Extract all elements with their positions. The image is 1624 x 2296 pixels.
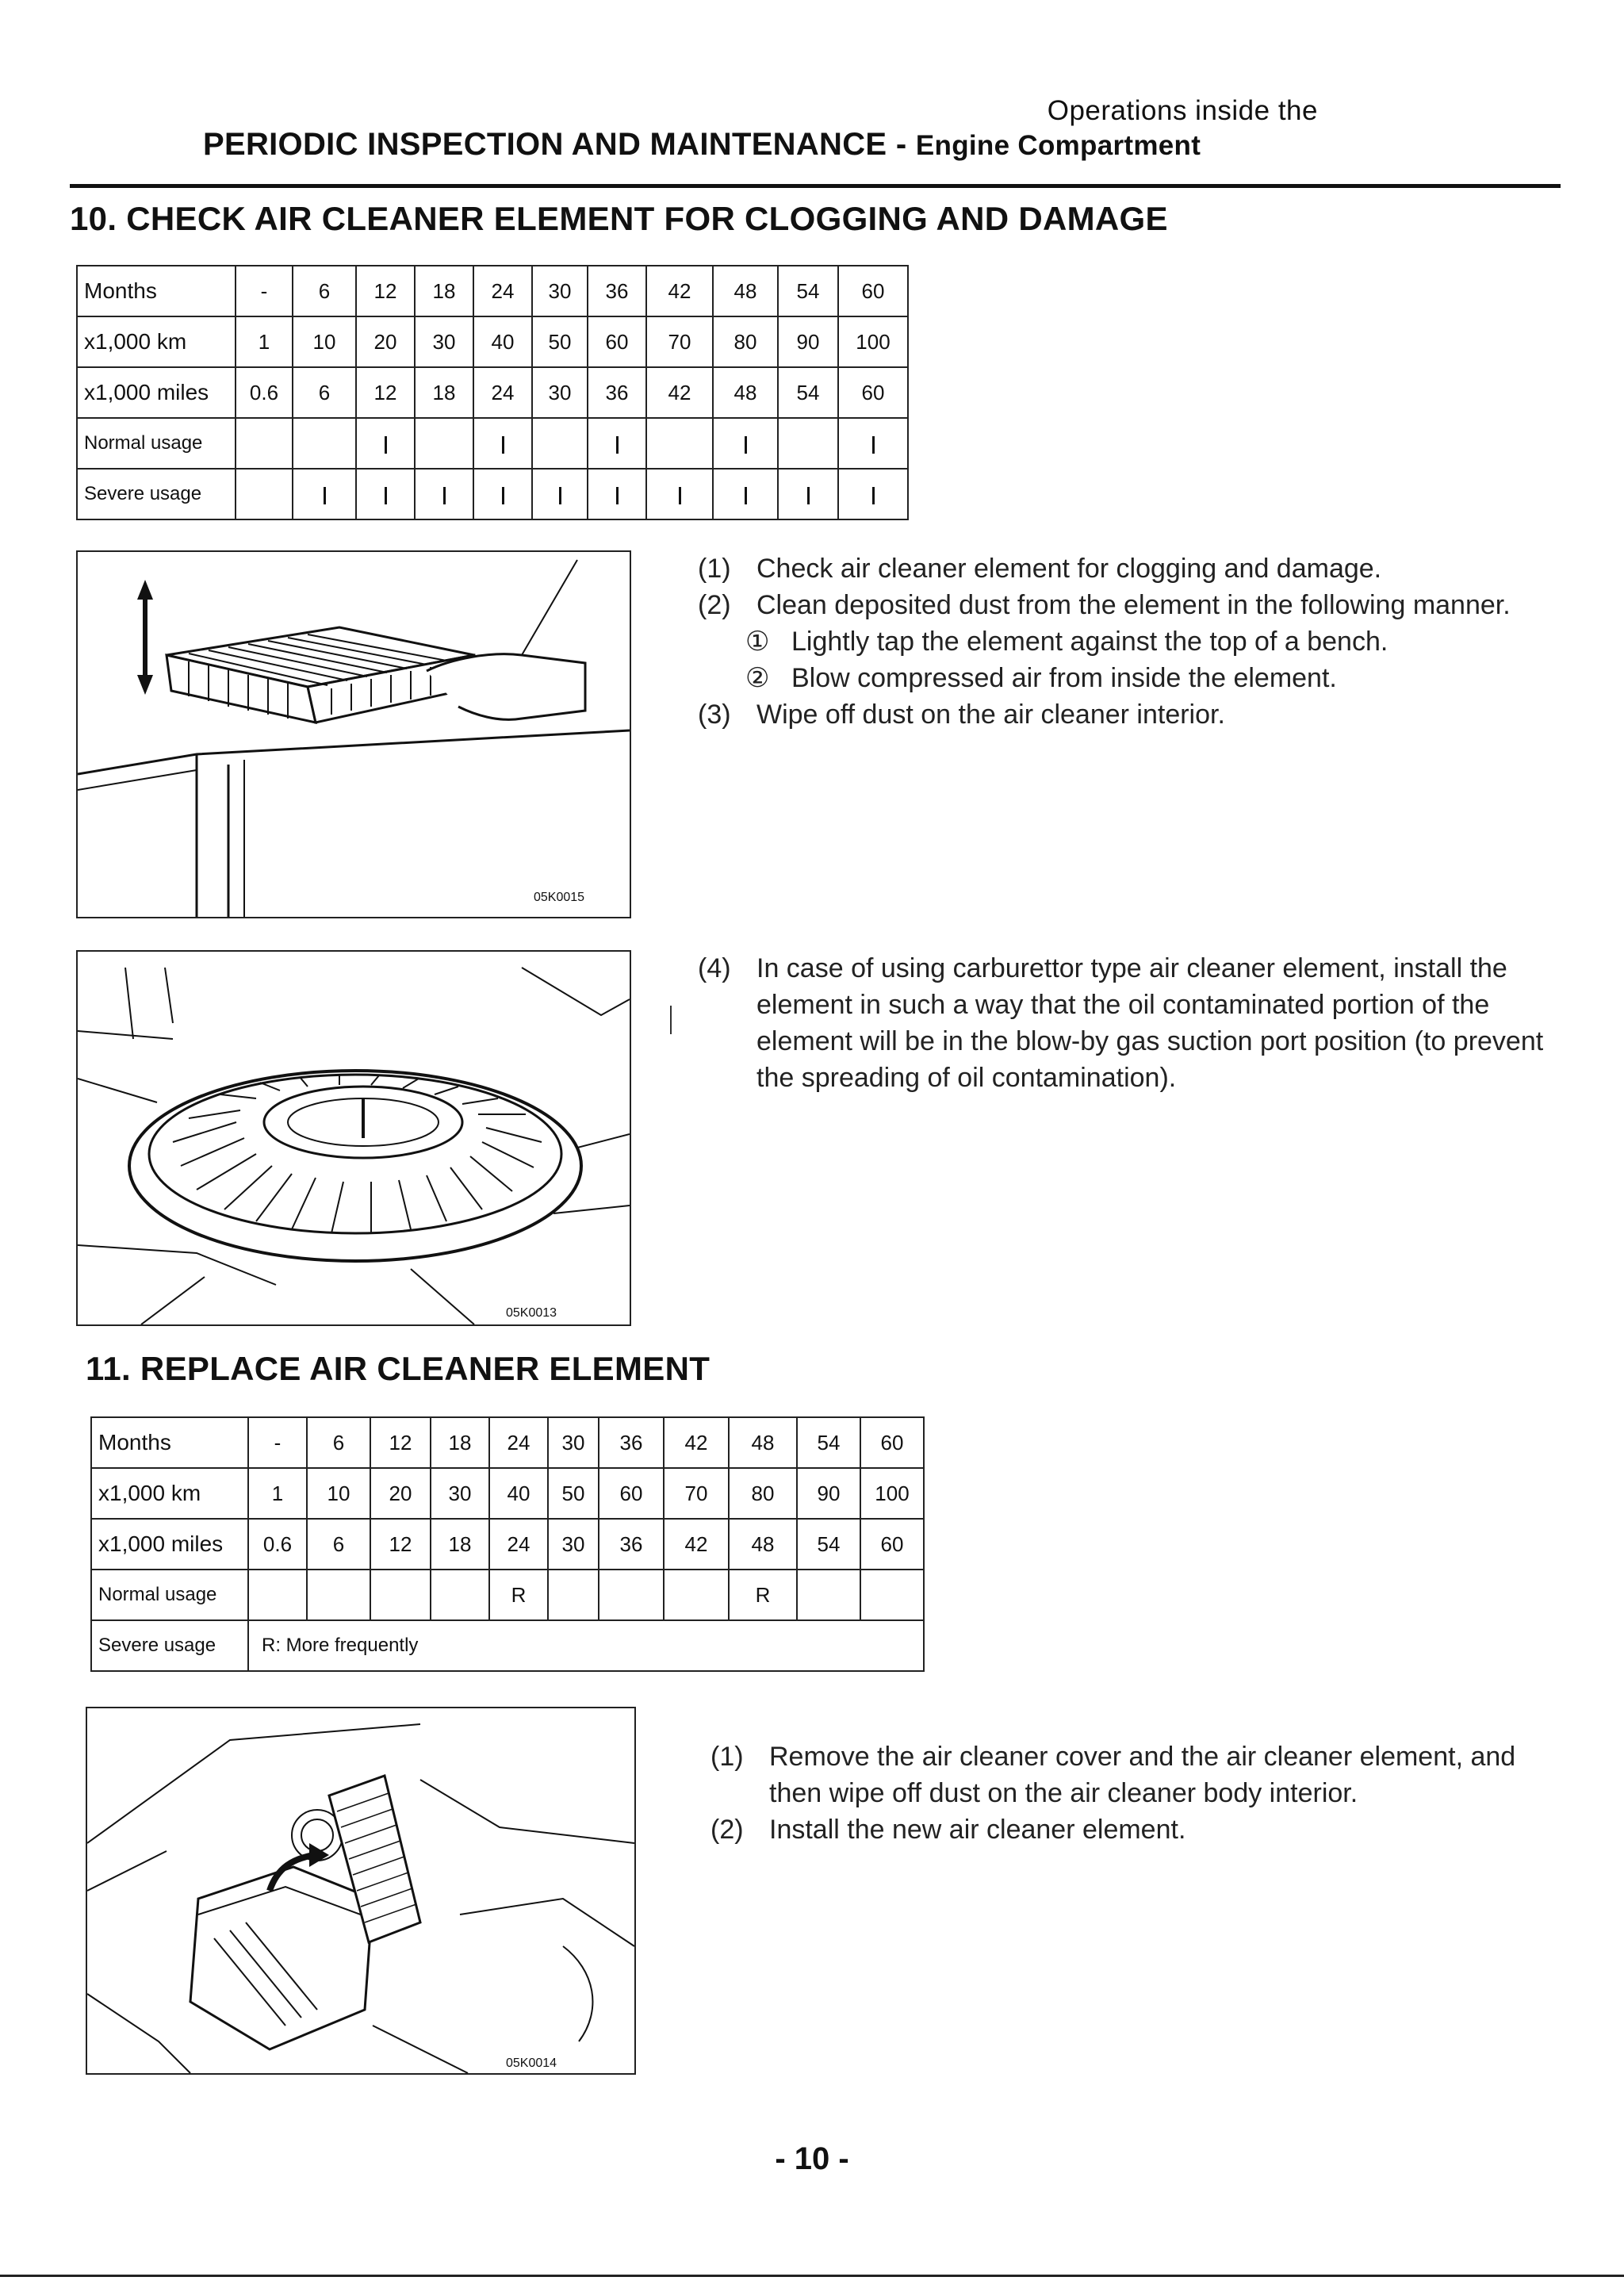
row-label: x1,000 km [91, 1468, 248, 1519]
table-cell [664, 1570, 729, 1620]
step-3: (3) Wipe off dust on the air cleaner interior. [698, 700, 1225, 730]
table-cell: 12 [356, 367, 415, 418]
table-cell: R [729, 1570, 797, 1620]
row-label: Months [91, 1417, 248, 1468]
table-cell: 40 [473, 316, 532, 367]
table-cell: 48 [713, 367, 778, 418]
table-cell [473, 418, 532, 469]
table-cell [797, 1570, 860, 1620]
table-cell: 60 [838, 367, 908, 418]
table-cell: 12 [356, 266, 415, 316]
inspect-mark [559, 487, 561, 504]
inspect-mark [502, 436, 504, 454]
table-cell [293, 469, 356, 519]
section-11-title: 11. REPLACE AIR CLEANER ELEMENT [86, 1350, 710, 1387]
table-row [77, 316, 908, 367]
table-cell: 48 [729, 1417, 797, 1468]
table-cell [415, 418, 473, 469]
header-separator: - [895, 127, 907, 162]
table-cell [778, 418, 838, 469]
table-cell: 30 [532, 266, 588, 316]
table-cell [370, 1570, 431, 1620]
inspect-mark [502, 487, 504, 504]
step-4-num: (4) [698, 953, 731, 983]
table-cell [236, 418, 293, 469]
table-cell: 70 [646, 316, 713, 367]
inspect-mark [745, 487, 747, 504]
table-cell [860, 1570, 924, 1620]
table-row [77, 418, 908, 469]
table-cell [646, 418, 713, 469]
table-cell: 54 [778, 266, 838, 316]
section-10-title: 10. CHECK AIR CLEANER ELEMENT FOR CLOGGING AND DAMAGE [70, 200, 1168, 237]
table-cell: 54 [797, 1417, 860, 1468]
section-10-step-4 [698, 950, 1570, 1096]
table-cell: 60 [588, 316, 646, 367]
table-cell: 42 [664, 1519, 729, 1570]
table-cell: 36 [588, 367, 646, 418]
table-cell: 60 [860, 1417, 924, 1468]
table-cell: 60 [860, 1519, 924, 1570]
table-cell: 50 [548, 1468, 599, 1519]
table-cell: 12 [370, 1417, 431, 1468]
table-row [77, 367, 908, 418]
inspect-mark [443, 487, 446, 504]
inspect-mark [616, 436, 619, 454]
inspect-mark [745, 436, 747, 454]
section-10-schedule-table [76, 265, 909, 520]
section-10-instructions [698, 550, 1586, 733]
figure-element-tapping [76, 550, 631, 918]
table-cell: 18 [415, 367, 473, 418]
table-cell [356, 469, 415, 519]
table-row [91, 1570, 924, 1620]
table-cell: - [236, 266, 293, 316]
table-cell [532, 469, 588, 519]
header-rule [70, 184, 1561, 188]
table-cell [588, 418, 646, 469]
table-cell [532, 418, 588, 469]
page-number: - 10 - [775, 2141, 849, 2176]
table-cell [431, 1570, 489, 1620]
table-cell: 24 [489, 1417, 548, 1468]
figure-3-code: 05K0014 [506, 2056, 557, 2070]
row-label: Normal usage [91, 1570, 248, 1620]
table-cell: 24 [473, 266, 532, 316]
table-cell: 42 [646, 367, 713, 418]
inspect-mark [679, 487, 681, 504]
table-cell: - [248, 1417, 307, 1468]
table-cell: 70 [664, 1468, 729, 1519]
table-cell: 30 [431, 1468, 489, 1519]
table-cell [713, 418, 778, 469]
figure-replace-element [86, 1707, 636, 2075]
inspect-mark [872, 487, 875, 504]
table-cell: 54 [778, 367, 838, 418]
table-cell: 42 [646, 266, 713, 316]
table-cell: 0.6 [248, 1519, 307, 1570]
table-cell: 6 [293, 266, 356, 316]
row-label: x1,000 miles [77, 367, 236, 418]
header-top-line: Operations inside the [1047, 95, 1318, 126]
table-cell [778, 469, 838, 519]
table-cell: 30 [415, 316, 473, 367]
table-cell [838, 469, 908, 519]
table-cell: 1 [248, 1468, 307, 1519]
substep-1: ① Lightly tap the element against the top of a bench. [745, 627, 1388, 657]
inspect-mark [385, 487, 387, 504]
table-cell: 10 [293, 316, 356, 367]
step-2: (2) Clean deposited dust from the element in the following manner. [698, 590, 1511, 620]
table-cell [293, 418, 356, 469]
table-cell [838, 418, 908, 469]
table-cell: 100 [860, 1468, 924, 1519]
table-cell: 54 [797, 1519, 860, 1570]
replace-step-1: (1) Remove the air cleaner cover and the air cleaner element, and then wipe off dust on the air cleaner body interior. [710, 1742, 1516, 1808]
row-label: x1,000 miles [91, 1519, 248, 1570]
table-row [91, 1620, 924, 1671]
severe-usage-note: R: More frequently [248, 1620, 924, 1671]
carburettor-element-illustration [78, 952, 630, 1324]
figure-carburettor-element [76, 950, 631, 1326]
table-row [91, 1519, 924, 1570]
section-11-schedule-table [90, 1416, 925, 1672]
table-cell [473, 469, 532, 519]
table-cell: 20 [370, 1468, 431, 1519]
table-cell [713, 469, 778, 519]
replace-element-illustration [87, 1708, 634, 2073]
table-cell: 90 [778, 316, 838, 367]
step-1: (1) Check air cleaner element for clogging and damage. [698, 554, 1382, 584]
table-row [77, 266, 908, 316]
row-label: Normal usage [77, 418, 236, 469]
margin-mark [670, 1006, 672, 1034]
table-cell: 6 [307, 1417, 370, 1468]
table-cell: 60 [838, 266, 908, 316]
table-cell: 90 [797, 1468, 860, 1519]
table-cell [415, 469, 473, 519]
table-cell: 36 [599, 1519, 664, 1570]
inspect-mark [385, 436, 387, 454]
table-cell: 48 [729, 1519, 797, 1570]
row-label: Severe usage [91, 1620, 248, 1671]
table-cell [548, 1570, 599, 1620]
table-cell: 24 [489, 1519, 548, 1570]
header-subtitle: Engine Compartment [915, 130, 1201, 161]
step-4-text: In case of using carburettor type air cleaner element, install the element in such a way that the oil contaminated portion of the element will be in the blow-by gas suction port position (to prevent the spreading of oil contamination). [756, 953, 1544, 1093]
table-cell: 10 [307, 1468, 370, 1519]
table-cell [588, 469, 646, 519]
table-cell: 50 [532, 316, 588, 367]
table-cell: 30 [548, 1519, 599, 1570]
table-cell: 36 [599, 1417, 664, 1468]
table-cell: 18 [415, 266, 473, 316]
table-cell: 60 [599, 1468, 664, 1519]
table-cell: 36 [588, 266, 646, 316]
table-cell [248, 1570, 307, 1620]
table-cell [599, 1570, 664, 1620]
table-cell: 48 [713, 266, 778, 316]
header-main-title: PERIODIC INSPECTION AND MAINTENANCE [203, 127, 887, 162]
row-label: x1,000 km [77, 316, 236, 367]
table-cell: 6 [307, 1519, 370, 1570]
table-cell: 40 [489, 1468, 548, 1519]
header-title [203, 127, 1201, 163]
table-row [77, 469, 908, 519]
table-cell: 1 [236, 316, 293, 367]
table-cell [236, 469, 293, 519]
replace-step-2: (2) Install the new air cleaner element. [710, 1815, 1186, 1845]
table-cell [356, 418, 415, 469]
table-cell: 0.6 [236, 367, 293, 418]
element-tapping-illustration [78, 552, 630, 917]
row-label: Severe usage [77, 469, 236, 519]
substep-2: ② Blow compressed air from inside the element. [745, 663, 1337, 693]
table-cell [307, 1570, 370, 1620]
table-row [91, 1468, 924, 1519]
table-cell: 100 [838, 316, 908, 367]
table-cell: 80 [729, 1468, 797, 1519]
table-cell [646, 469, 713, 519]
table-cell: 30 [532, 367, 588, 418]
bottom-rule [0, 2275, 1624, 2277]
table-cell: 18 [431, 1519, 489, 1570]
table-cell: 24 [473, 367, 532, 418]
inspect-mark [807, 487, 810, 504]
table-row [91, 1417, 924, 1468]
figure-2-code: 05K0013 [506, 1306, 557, 1320]
table-cell: 18 [431, 1417, 489, 1468]
section-11-instructions [710, 1738, 1567, 1848]
inspect-mark [324, 487, 326, 504]
table-cell: 42 [664, 1417, 729, 1468]
table-cell: 12 [370, 1519, 431, 1570]
table-cell: 20 [356, 316, 415, 367]
figure-1-code: 05K0015 [534, 891, 585, 904]
row-label: Months [77, 266, 236, 316]
table-cell: R [489, 1570, 548, 1620]
inspect-mark [616, 487, 619, 504]
table-cell: 30 [548, 1417, 599, 1468]
table-cell: 80 [713, 316, 778, 367]
table-cell: 6 [293, 367, 356, 418]
inspect-mark [872, 436, 875, 454]
